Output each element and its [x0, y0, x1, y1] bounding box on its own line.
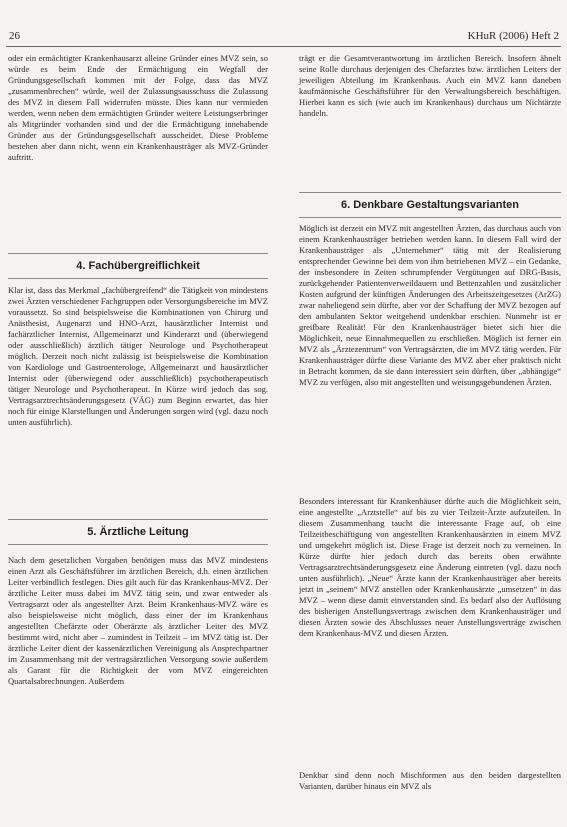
- paragraph-intro-right: trägt er die Gesamtverantwortung im ärztlichen Bereich. Insofern ähnelt seine Rolle durchaus derjenigen des Chefarztes bzw. ärztlichen Leiters der jeweiligen Abteilung im Krankenhaus. Auch ein MVZ kann daneben kaufmännische Geschäftsführer für den Verwaltungsbereich beschäftigen. Hierbei kann es sich (wie auch im Krankenhaus) durchaus um Nichtärzte handeln.: [299, 53, 561, 118]
- paragraph-section-6-b: Besonders interessant für Krankenhäuser dürfte auch die Möglichkeit sein, eine angestellte „Arztstelle“ auf bis zu vier Teilzeit-Ärzte aufzuteilen. In diesem Zusammenhang taucht die interessante Frage auf, ob eine Teilzeitbeschäftigung von angestellten Krankenhausärzten in einem MVZ und umgekehrt möglich ist. Diese Frage ist derzeit noch zu verneinen. In Kürze dürfte hier jedoch durch das bereits oben erwähnte Vertragsarztrechtsänderungsgesetz eine Änderung eintreten (vgl. dazu noch unten ausführlich). „Neue“ Ärzte kann der Krankenhausträger aber bereits jetzt in „seinem“ MVZ anstellen oder Krankenhausärzte „umsetzen“ in das MVZ – wenn diese damit einverstanden sind. Es bedarf also der Auflösung des bisherigen Anstellungsvertrags zwischen dem Krankenhausträger und diesen Ärzten sowie des Abschlusses neuer Anstellungsverträge zwischen dem Krankenhaus-MVZ und diesen Ärzten.: [299, 496, 561, 638]
- section-heading-4: 4. Fachübergreiflichkeit: [8, 253, 268, 279]
- journal-reference: KHuR (2006) Heft 2: [467, 30, 559, 42]
- header-rule: [6, 46, 561, 47]
- paragraph-section-5: Nach dem gesetzlichen Vorgaben benötigen muss das MVZ mindestens einen Arzt als Geschäftsführer im ärztlichen Bereich, d.h. einen ärztlichen Leiter verbindlich festlegen. Dies gilt auch für das Krankenhaus-MVZ. Der ärztliche Leiter muss dabei im MVZ tätig sein, und zwar entweder als Vertragsarzt oder als angestellter Arzt. Beim Krankenhaus-MVZ wäre es also beispielsweise nicht möglich, dass einer der im Krankenhaus angestellten Chefärzte oder Oberärzte als ärztlicher Leiter des MVZ bestimmt wird, nicht aber – zumindest in Teilzeit – im MVZ tätig ist. Der ärztliche Leiter dient der kassenärztlichen Vereinigung als Ansprechpartner im Zusammenhang mit der vertragsärztlichen Versorgung sowie außerdem als Garant für die Richtigkeit der vom MVZ eingereichten Quartalsabrechnungen. Außerdem: [8, 555, 268, 686]
- paragraph-section-6-a: Möglich ist derzeit ein MVZ mit angestellten Ärzten, das durchaus auch von einem Krankenhausträger betrieben werden kann. In diesem Fall wird der Krankenhausträger als „Unternehmer“ tätig mit der Realisierung entsprechender Gewinne bei dem von ihm betriebenen MVZ – ein Gedanke, der insbesondere in Zeiten schrumpfender Vergütungen auf DRG-Basis, zurückgehender Patientenverweildauern und Bettenzahlen und zusätzlicher Kosten aufgrund der künftigen Änderungen des Arbeitszeitgesetzes (ArZG) zwar naheliegend sein dürfte, aber vor der Schaffung der MVZ bezogen auf den ambulanten Sektor weitgehend undenkbar erschien. Nunmehr ist er greifbare Realität! Für den Krankenhausträger bietet sich hier die Möglichkeit, neue Einnahmequellen zu erschließen. Möglich ist ferner ein MVZ als „Ärztezentrum“ von Vertragsärzten, die im MVZ tätig werden. Für Krankenhausträger dürfte diese Variante des MVZ aber eher praktisch nicht in Betracht kommen, da sie dann interessiert sein dürften, über „abhängige“ MVZ zu verfügen, also mit angestellten und weisungsgebundenen Ärzten.: [299, 223, 561, 387]
- section-heading-6: 6. Denkbare Gestaltungsvarianten: [299, 192, 561, 218]
- paragraph-intro-left: oder ein ermächtigter Krankenhausarzt alleine Gründer eines MVZ sein, so würde es beim Ende der Ermächtigung ein Wegfall der Gründungsgesellschaft kommen mit der Folge, dass das MVZ „zusammenbrechen“ würde, weil der Zulassungsausschuss die Zulassung des MVZ in diesem Fall widerrufen müsste. Dies kann nur vermieden werden, wenn neben dem ermächtigten Gründer weitere Leistungserbringer als Mitgründer vorhanden sind und der die Ermächtigung innehabende Gründer aus der Gründungsgesellschaft ausscheidet. Diese Probleme bestehen aber dann nicht, wenn ein Krankenhausträger als MVZ-Gründer auftritt.: [8, 53, 268, 162]
- page-header: [0, 30, 567, 46]
- paragraph-section-6-c: Denkbar sind denn noch Mischformen aus den beiden dargestellten Varianten, darüber hinaus ein MVZ als: [299, 770, 561, 791]
- paragraph-section-4: Klar ist, dass das Merkmal „fachübergreifend“ die Tätigkeit von mindestens zwei Ärzten verschiedener Fachgruppen oder Versorgungsbereiche im MVZ voraussetzt. So sind beispielsweise die Kombinationen von Chirurg und Anästhesist, Augenarzt und HNO-Arzt, hausärztlicher Internist und fachärztlicher Internist, Allgemeinarzt und Kinderarzt und (überwiegend oder ausschließlich) ärztlich tätiger Neurologe und Psychotherapeut möglich. Derzeit noch nicht zulässig ist beispielsweise die Kombination von Kardiologe und Gastroenterologe, Allgemeinarzt und hausärztlicher Internist oder (überwiegend oder ausschließlich) psychotherapeutisch tätiger Neurologe und Psychotherapeut. In Kürze wird jedoch das sog. Vertragsarztrechtsänderungsgesetz (VÄG) zum Beginn erwartet, das hier noch für einige Klarstellungen und Änderungen sorgen wird (vgl. dazu noch unten ausführlich).: [8, 285, 268, 427]
- section-heading-5: 5. Ärztliche Leitung: [8, 519, 268, 545]
- page-number: 26: [9, 30, 20, 42]
